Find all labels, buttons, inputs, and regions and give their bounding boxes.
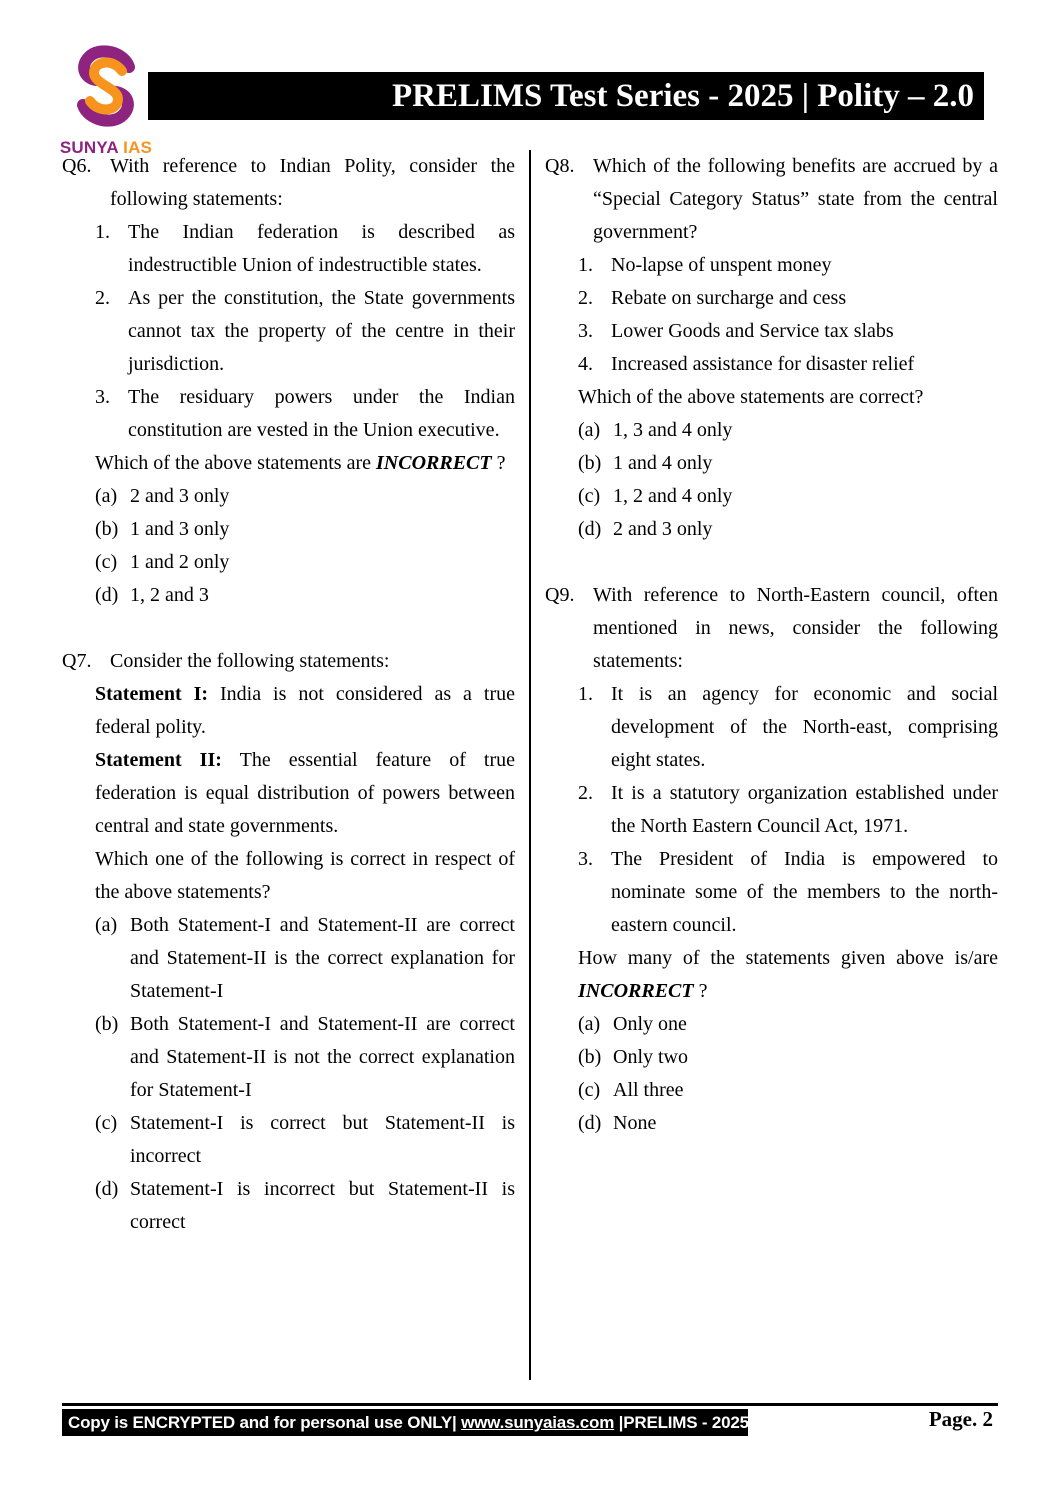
item-text: The residuary powers under the Indian constitution are vested in the Union executive.	[128, 386, 515, 441]
statement-text: The essential feature of true federation is equal distribution of powers between central and state governments.	[95, 749, 515, 837]
question-stem-emphasis: INCORRECT	[376, 452, 492, 474]
answer-option-d	[545, 1107, 998, 1140]
question-stem-text: Which of the above statements are correct?	[578, 386, 924, 408]
option-text: 1 and 4 only	[613, 452, 713, 474]
option-text: 1, 2 and 4 only	[613, 485, 733, 507]
answer-option-c	[545, 480, 998, 513]
option-marker: (c)	[95, 1112, 118, 1134]
answer-option-a	[62, 480, 515, 513]
item-text: As per the constitution, the State governments cannot tax the property of the centre in their jurisdiction.	[128, 287, 515, 375]
item-marker: 4.	[578, 353, 593, 375]
question-intro-text: With reference to North-Eastern council, often mentioned in news, consider the following statements:	[593, 584, 998, 672]
item-marker: 1.	[578, 254, 593, 276]
option-marker: (a)	[578, 419, 601, 441]
answer-option-d	[545, 513, 998, 546]
option-text: 2 and 3 only	[613, 518, 713, 540]
statement-item	[62, 216, 515, 282]
item-marker: 2.	[95, 287, 110, 309]
item-marker: 3.	[578, 848, 593, 870]
item-text: The Indian federation is described as indestructible Union of indestructible states.	[128, 221, 515, 276]
question-intro	[545, 579, 998, 678]
option-marker: (a)	[578, 1013, 601, 1035]
answer-option-c	[62, 1107, 515, 1173]
answer-option-d	[62, 579, 515, 612]
answer-option-b	[545, 1041, 998, 1074]
statement-text: India is not considered as a true federal polity.	[95, 683, 515, 738]
item-text: Rebate on surcharge and cess	[611, 287, 847, 309]
option-marker: (c)	[578, 485, 601, 507]
option-text: Statement-I is incorrect but Statement-II is correct	[130, 1178, 515, 1233]
question-intro	[545, 150, 998, 249]
footer-notice	[62, 1409, 748, 1436]
footer-website-link[interactable]: www.sunyaias.com	[461, 1413, 615, 1432]
statement-item	[62, 381, 515, 447]
question-intro-text: Consider the following statements:	[110, 650, 390, 672]
answer-option-b	[62, 513, 515, 546]
option-text: All three	[613, 1079, 684, 1101]
statement-item	[545, 777, 998, 843]
item-text: Lower Goods and Service tax slabs	[611, 320, 894, 342]
answer-option-a	[545, 414, 998, 447]
statement-item	[545, 282, 998, 315]
answer-option-a	[545, 1008, 998, 1041]
question-stem-text: Which of the above statements are	[95, 452, 376, 474]
answer-option-c	[545, 1074, 998, 1107]
option-marker: (d)	[578, 518, 602, 540]
footer-notice-suffix: |PRELIMS - 2025	[614, 1413, 749, 1432]
option-text: None	[613, 1112, 657, 1134]
statement-item	[545, 843, 998, 942]
page-title-banner	[148, 72, 984, 120]
option-marker: (a)	[95, 914, 118, 936]
answer-option-a	[62, 909, 515, 1008]
option-text: 1 and 3 only	[130, 518, 230, 540]
item-marker: 3.	[578, 320, 593, 342]
item-text: It is an agency for economic and social development of the North-east, comprising eight states.	[611, 683, 998, 771]
option-marker: (b)	[578, 452, 602, 474]
answer-option-d	[62, 1173, 515, 1239]
question-q9	[545, 579, 998, 1140]
sunya-logo-icon	[69, 44, 143, 136]
option-marker: (d)	[95, 584, 119, 606]
option-marker: (a)	[95, 485, 118, 507]
question-stem	[62, 843, 515, 909]
statement-item	[545, 249, 998, 282]
option-marker: (c)	[578, 1079, 601, 1101]
option-text: Statement-I is correct but Statement-II is incorrect	[130, 1112, 515, 1167]
answer-option-c	[62, 546, 515, 579]
option-text: 1, 2 and 3	[130, 584, 209, 606]
question-stem-suffix: ?	[491, 452, 506, 474]
brand-name-primary: SUNYA	[59, 138, 119, 157]
right-column	[545, 150, 998, 1140]
item-marker: 2.	[578, 287, 593, 309]
question-number: Q9.	[545, 584, 575, 606]
option-text: 1, 3 and 4 only	[613, 419, 733, 441]
question-stem	[62, 447, 515, 480]
question-q7	[62, 645, 515, 1239]
option-marker: (b)	[95, 518, 119, 540]
footer-notice-prefix: Copy is ENCRYPTED and for personal use ONLY|	[68, 1413, 462, 1432]
option-marker: (d)	[578, 1112, 602, 1134]
option-text: Both Statement-I and Statement-II are correct and Statement-II is the correct explanation for Statement-I	[130, 914, 515, 1002]
question-number: Q6.	[62, 155, 92, 177]
option-marker: (d)	[95, 1178, 119, 1200]
question-stem-emphasis: INCORRECT	[578, 980, 694, 1002]
footer-rule	[62, 1403, 998, 1406]
question-intro	[62, 645, 515, 678]
statement-item	[545, 348, 998, 381]
question-intro	[62, 150, 515, 216]
item-marker: 3.	[95, 386, 110, 408]
statement-item	[545, 678, 998, 777]
statement-label: Statement II:	[95, 749, 222, 771]
statement-2	[62, 744, 515, 843]
option-text: 2 and 3 only	[130, 485, 230, 507]
question-stem-text: How many of the statements given above is/are	[578, 947, 998, 969]
question-stem	[545, 942, 998, 1008]
item-text: Increased assistance for disaster relief	[611, 353, 915, 375]
option-text: Only one	[613, 1013, 687, 1035]
question-stem-suffix: ?	[693, 980, 708, 1002]
item-marker: 1.	[578, 683, 593, 705]
statement-1	[62, 678, 515, 744]
statement-label: Statement I:	[95, 683, 209, 705]
option-text: Both Statement-I and Statement-II are correct and Statement-II is not the correct explanation for Statement-I	[130, 1013, 515, 1101]
question-q8	[545, 150, 998, 546]
sunya-ias-logo	[50, 44, 162, 158]
option-marker: (c)	[95, 551, 118, 573]
left-column	[62, 150, 515, 1239]
item-text: No-lapse of unspent money	[611, 254, 832, 276]
question-stem-text: Which one of the following is correct in respect of the above statements?	[95, 848, 515, 903]
option-marker: (b)	[578, 1046, 602, 1068]
item-text: The President of India is empowered to nominate some of the members to the north-eastern council.	[611, 848, 998, 936]
column-divider	[529, 150, 531, 1380]
item-marker: 1.	[95, 221, 110, 243]
option-marker: (b)	[95, 1013, 119, 1035]
answer-option-b	[545, 447, 998, 480]
item-marker: 2.	[578, 782, 593, 804]
item-text: It is a statutory organization established under the North Eastern Council Act, 1971.	[611, 782, 998, 837]
option-text: 1 and 2 only	[130, 551, 230, 573]
statement-item	[62, 282, 515, 381]
option-text: Only two	[613, 1046, 688, 1068]
question-intro-text: With reference to Indian Polity, consider the following statements:	[110, 155, 515, 210]
page-title: PRELIMS Test Series - 2025 | Polity – 2.0	[391, 77, 974, 114]
question-number: Q7.	[62, 650, 92, 672]
statement-item	[545, 315, 998, 348]
question-number: Q8.	[545, 155, 575, 177]
brand-name-secondary: IAS	[123, 138, 153, 157]
question-stem	[545, 381, 998, 414]
question-intro-text: Which of the following benefits are accrued by a “Special Category Status” state from the central government?	[593, 155, 998, 243]
answer-option-b	[62, 1008, 515, 1107]
page-number: Page. 2	[928, 1407, 993, 1431]
question-q6	[62, 150, 515, 612]
